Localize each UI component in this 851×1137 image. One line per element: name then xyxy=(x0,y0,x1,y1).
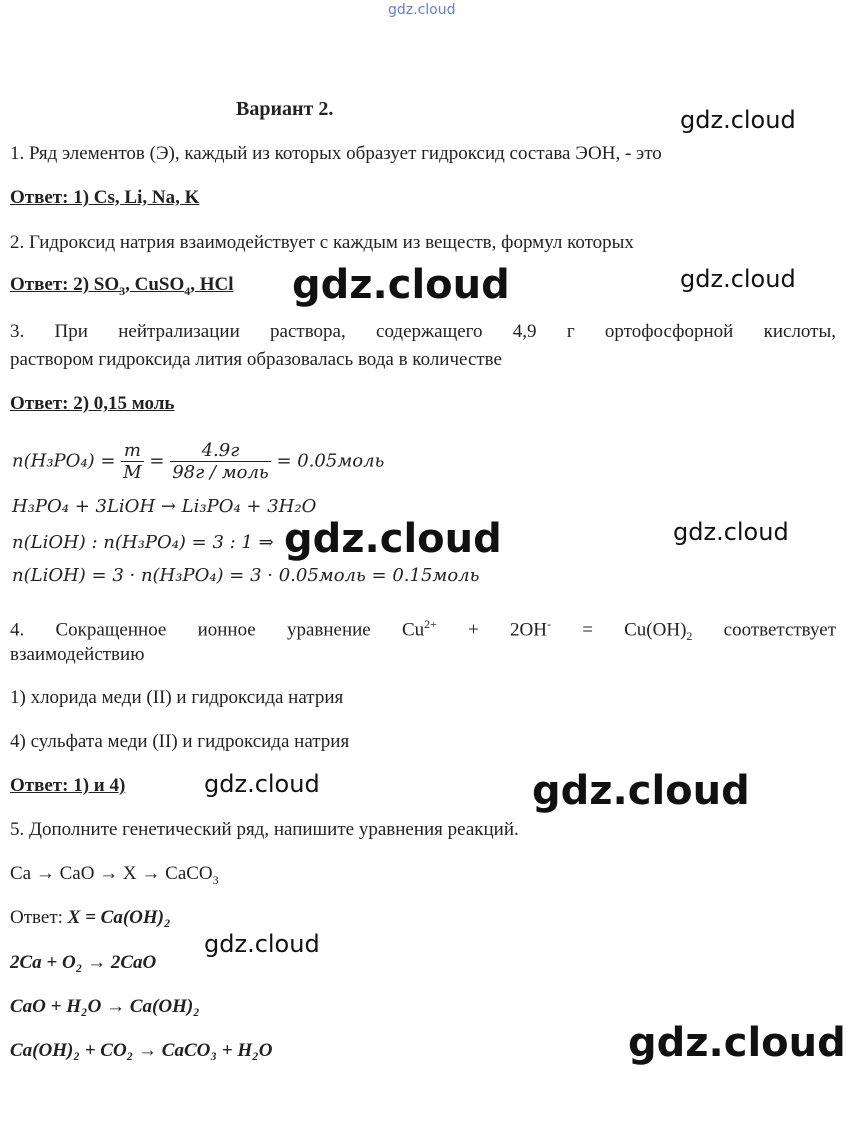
question-5: 5. Дополните генетический ряд, напишите уравнения реакций. xyxy=(10,819,519,840)
watermark: gdz.cloud xyxy=(673,518,789,546)
reaction-2: CaO + H₂O → Ca(OH)₂ xyxy=(10,996,200,1017)
watermark: gdz.cloud xyxy=(680,265,796,293)
fraction-mass-over-molar: $\frac{4.9г}{\text{98г / моль}}$ xyxy=(172,440,269,483)
calc-line-2: H₃PO₄ + 3LiOH → Li₃PO₄ + 3H₂O xyxy=(12,496,317,517)
answer-1: Ответ: 1) Cs, Li, Na, K xyxy=(10,187,200,208)
question-3-line-1: 3. При нейтрализации раствора, содержащего 4,9 г ортофосфорной кислоты, xyxy=(10,321,836,342)
question-2: 2. Гидроксид натрия взаимодействует с каждым из веществ, формул которых xyxy=(10,232,634,253)
question-3-line-2: раствором гидроксида лития образовалась вода в количестве xyxy=(10,349,502,370)
watermark: gdz.cloud xyxy=(680,106,796,134)
calc-line-3: n(LiOH) : n(H₃PO₄) = 3 : 1 ⇒ xyxy=(12,532,274,553)
watermark-top: gdz.cloud xyxy=(388,2,456,18)
genetic-chain: Ca → CaO → X → CaCO$_3$ xyxy=(10,863,219,887)
reaction-3: Ca(OH)₂ + CO₂ → CaCO₃ + H₂O xyxy=(10,1040,273,1061)
option-1: 1) хлорида меди (II) и гидроксида натрия xyxy=(10,687,344,708)
calc-line-4: n(LiOH) = 3 · n(H₃PO₄) = 3 · 0.05моль = 0.15моль xyxy=(12,565,480,586)
watermark: gdz.cloud xyxy=(204,770,320,798)
fraction-m-over-M: $\frac{m}{M}$ xyxy=(123,440,142,483)
answer-5: Ответ: X = Ca(OH)₂ xyxy=(10,907,171,928)
question-4-line-2: взаимодействию xyxy=(10,644,145,665)
watermark: gdz.cloud xyxy=(292,262,510,308)
answer-2: Ответ: 2) $SO_3$, CuSO$_4$, HCl xyxy=(10,274,234,298)
answer-3: Ответ: 2) 0,15 моль xyxy=(10,393,175,414)
question-1: 1. Ряд элементов (Э), каждый из которых образует гидроксид состава ЭОН, - это xyxy=(10,143,662,164)
calc-line-1: n(H₃PO₄) = $\frac{m}{M}$ = $\frac{4.9г}{\text{98г / моль}}$ = 0.05моль xyxy=(12,440,385,483)
watermark: gdz.cloud xyxy=(284,516,502,562)
reaction-1: 2Ca + O₂ → 2CaO xyxy=(10,952,157,973)
watermark: gdz.cloud xyxy=(204,930,320,958)
answer-4: Ответ: 1) и 4) xyxy=(10,775,126,796)
option-4: 4) сульфата меди (II) и гидроксида натрия xyxy=(10,731,350,752)
question-4-line-1: 4. Сокращенное ионное уравнение $Cu^{2+} + 2OH^- = Cu(OH)_2$ соответствует xyxy=(10,617,836,644)
page-title: Вариант 2. xyxy=(236,98,334,120)
watermark: gdz.cloud xyxy=(628,1020,846,1066)
watermark: gdz.cloud xyxy=(532,768,750,814)
